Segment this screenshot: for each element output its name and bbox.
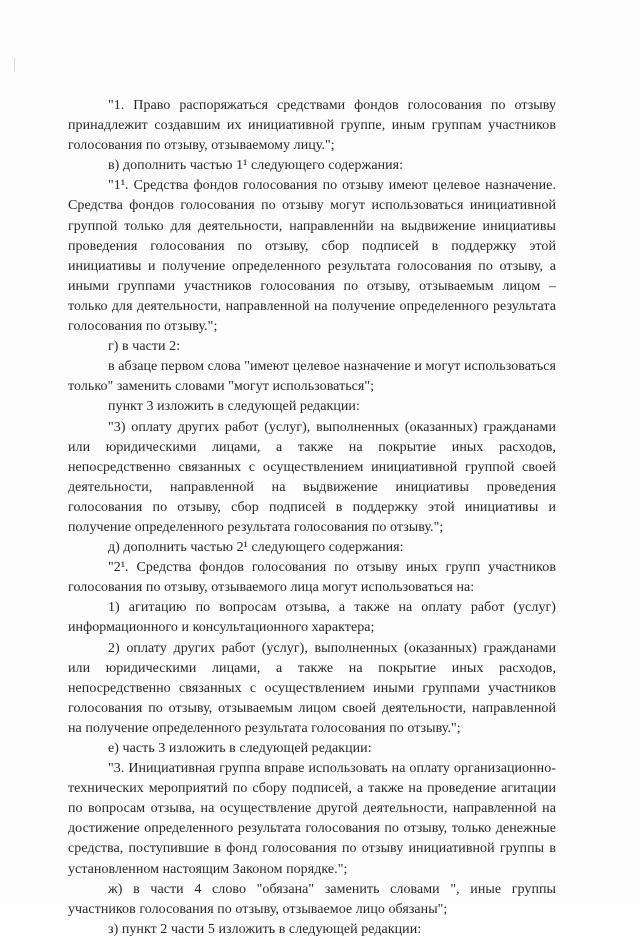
paragraph: "1. Право распоряжаться средствами фондов голосования по отзыву принадлежит создавшим их инициативной группе, иным группам участников голосования по отзыву, отзываемому лицу.";	[68, 98, 556, 154]
paragraph: ж) в части 4 слово "обязана" заменить словами ", иные группы участников голосования по отзыву, отзываемое лицо обязаны";	[68, 881, 556, 917]
paragraph: "3. Инициативная группа вправе использовать на оплату организационно-технических мероприятий по сбору подписей, а также на проведение агитации по вопросам отзыва, на осуществление другой деятельности, направленной на достижение определенного результата голосования по отзыву, только денежные средства, поступившие в фонд голосования по отзыву инициативной группы в установленном настоящим Законом порядке.";	[68, 761, 556, 877]
page-margin-mark	[14, 58, 15, 72]
paragraph: в абзаце первом слова "имеют целевое назначение и могут использоваться только" заменить словами "могут использоваться";	[68, 359, 556, 395]
paragraph: "2¹. Средства фондов голосования по отзыву иных групп участников голосования по отзыву, отзываемого лица могут использоваться на:	[68, 560, 556, 596]
document-body	[68, 96, 556, 940]
paragraph: д) дополнить частью 2¹ следующего содержания:	[108, 540, 404, 556]
paragraph: 1) агитацию по вопросам отзыва, а также на оплату работ (услуг) информационного и консультационного характера;	[68, 600, 556, 636]
paragraph: г) в части 2:	[108, 339, 181, 355]
paragraph: з) пункт 2 части 5 изложить в следующей редакции:	[108, 921, 422, 937]
paragraph: "3) оплату других работ (услуг), выполненных (оказанных) гражданами или юридическими лицами, а также на покрытие иных расходов, непосредственно связанных с осуществлением инициативной группой своей деятельности, направленной на выдвижение инициативы проведения голосования по отзыву, сбор подписей в поддержку этой инициативы и получение определенного результата голосования по отзыву.";	[68, 419, 556, 535]
paragraph: "1¹. Средства фондов голосования по отзыву имеют целевое назначение. Средства фондов голосования по отзыву могут использоваться инициативной группой только для деятельности, направленнйи на выдвижение инициативы проведения голосования по отзыву, сбор подписей в поддержку этой инициативы и получение определенного результата голосования по отзыву, а иными группами участников голосования по отзыву, отзываемым лицом – только для деятельности, направленной на получение определенного результата голосования по отзыву.";	[68, 178, 556, 335]
paragraph: 2) оплату других работ (услуг), выполненных (оказанных) гражданами или юридическими лицами, а также на покрытие иных расходов, непосредственно связанных с осуществлением иными группами участников голосования по отзыву, отзываемым лицом своей деятельности, направленной на получение определенного результата голосования по отзыву.";	[68, 640, 556, 736]
paragraph: е) часть 3 изложить в следующей редакции:	[108, 741, 372, 756]
paragraph: в) дополнить частью 1¹ следующего содержания:	[108, 158, 404, 174]
paragraph: пункт 3 изложить в следующей редакции:	[108, 399, 360, 415]
